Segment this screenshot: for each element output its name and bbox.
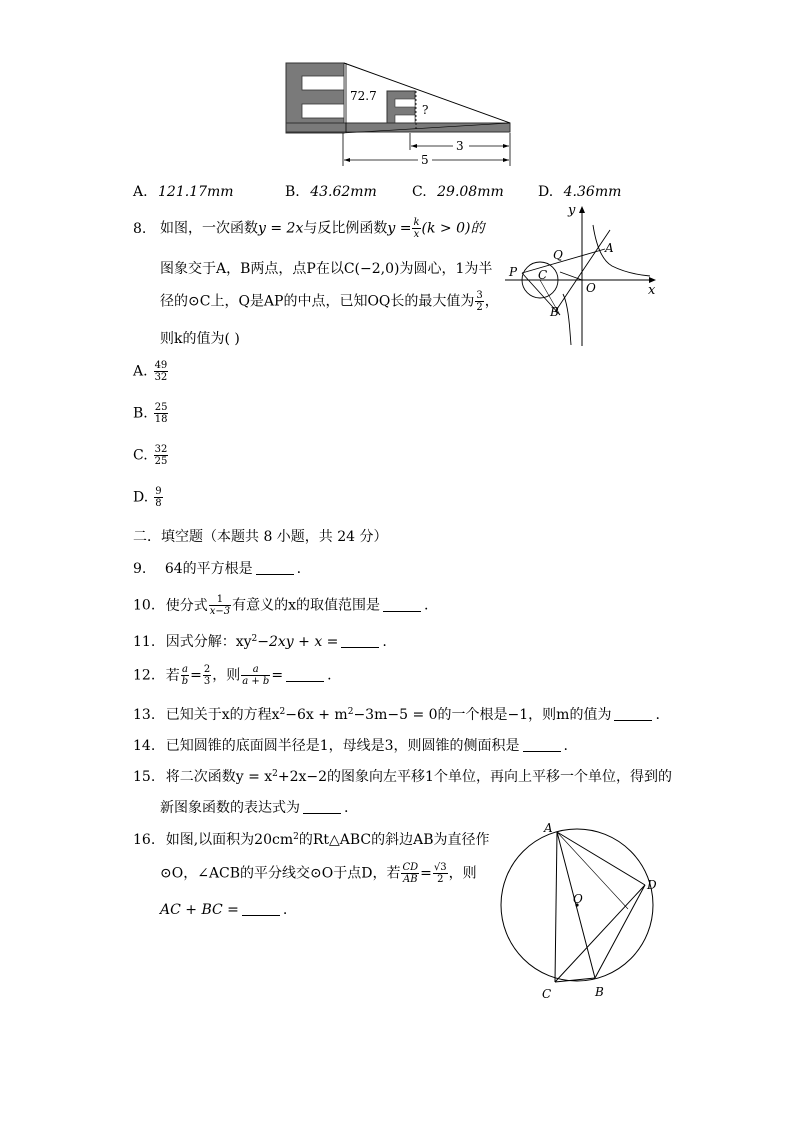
- option-letter: A.: [133, 184, 148, 200]
- q8-fig-y: y: [568, 203, 576, 218]
- q15-line-2: 新图象函数的表达式为 .: [160, 800, 349, 816]
- q8-fig-o: O: [586, 281, 596, 295]
- q8-text: 如图，一次函数: [160, 220, 258, 237]
- q8-option-b[interactable]: [133, 402, 169, 425]
- q8-fig-x: x: [648, 283, 656, 298]
- q16-figure: [495, 815, 670, 1005]
- q8-fig-c: C: [538, 268, 548, 282]
- question-number: 9.: [133, 561, 147, 577]
- answer-blank[interactable]: [614, 708, 652, 721]
- q8-option-a[interactable]: [133, 360, 169, 383]
- q7-label-height: 72.7: [350, 89, 377, 103]
- question-text: 已知关于x的方程x: [165, 707, 280, 723]
- question-number: 11.: [133, 634, 156, 650]
- q16: 16. 如图,以面积为$20cm^2$的Rt△ABC的斜边AB为直径作: [133, 832, 490, 848]
- q8-fraction: $\frac{3}{2}$: [476, 290, 483, 313]
- q8-figure: [500, 200, 670, 350]
- q8-fig-q: Q: [553, 248, 563, 262]
- q16-fraction: $\frac{CD}{AB}$: [402, 862, 419, 885]
- q11: 11. 因式分解：$xy^2-2xy + x$ = .: [133, 634, 387, 650]
- answer-blank[interactable]: [286, 669, 324, 682]
- q16-line-3: AC + BC = .: [160, 902, 288, 918]
- q8-line-2: 图象交于A，B两点，点P在以C(−2,0)为圆心，1为半: [160, 261, 493, 277]
- q16-line-2: ⊙O，∠ACB的平分线交⊙O于点D，若 $\frac{CD}{AB}$ = $\frac{√3}{2}$ ，则: [160, 862, 477, 885]
- q16-fig-c: C: [542, 987, 552, 1001]
- question-number: 16.: [133, 832, 156, 848]
- q7-option-a[interactable]: [133, 184, 234, 200]
- option-letter: B.: [285, 184, 300, 200]
- q8-fig-p: P: [509, 265, 518, 279]
- answer-blank[interactable]: [242, 903, 280, 916]
- q8-math: y = 2x: [258, 220, 304, 237]
- q16-fig-o: O: [573, 892, 583, 906]
- section-heading: 二．填空题（本题共 8 小题，共 24 分）: [133, 529, 388, 545]
- q8-option-d[interactable]: [133, 486, 164, 509]
- question-text: 若: [165, 667, 180, 684]
- question-text: 有意义的x的取值范围是: [232, 597, 381, 614]
- q8-math: y =: [387, 220, 412, 237]
- q10: 10. 使分式 $\frac{1}{x-3}$ 有意义的x的取值范围是 .: [133, 594, 429, 617]
- q12-fraction: $\frac{2}{3}$: [203, 664, 211, 687]
- option-text: 29.08mm: [437, 184, 504, 200]
- q9: 9. 64的平方根是 .: [133, 561, 302, 577]
- option-letter: B.: [133, 405, 148, 422]
- q12-fraction: $\frac{a}{b}$: [181, 664, 189, 687]
- option-text: 121.17mm: [158, 184, 234, 200]
- q16-fraction: $\frac{√3}{2}$: [433, 862, 447, 885]
- question-text: 使分式: [165, 597, 208, 614]
- q13: 13. 已知关于x的方程$x^2-6x + m^2-3m-5 = 0$的一个根是−1，则m的值为 .: [133, 707, 660, 723]
- question-number: 10.: [133, 597, 156, 614]
- q8-math: (k > 0)的: [421, 220, 485, 237]
- q8-fig-b: B: [550, 305, 559, 319]
- question-text: 将二次函数y = x: [165, 769, 273, 785]
- q10-fraction: $\frac{1}{x-3}$: [209, 594, 231, 617]
- question-text: 新图象函数的表达式为: [160, 800, 300, 816]
- question-text: 如图,以面积为20cm: [165, 832, 294, 848]
- q8-text: 径的⊙C上，Q是AP的中点，已知OQ长的最大值为: [160, 293, 475, 310]
- answer-blank[interactable]: [256, 562, 294, 575]
- option-letter: C.: [133, 447, 148, 464]
- option-text: 4.36mm: [563, 184, 622, 200]
- option-text: 43.62mm: [310, 184, 377, 200]
- option-letter: A.: [133, 363, 148, 380]
- question-text: 64的平方根是: [164, 561, 253, 577]
- q8-option-c[interactable]: [133, 444, 169, 467]
- q8-fraction: $\frac{k}{x}$: [413, 217, 420, 240]
- q15: 15. 将二次函数$y = x^2+2x-2$的图象向左平移1个单位，再向上平移一个单位，得到的: [133, 769, 672, 785]
- answer-blank[interactable]: [341, 635, 379, 648]
- question-text: 因式分解：xy: [165, 634, 252, 650]
- q8-text: ，: [484, 293, 499, 310]
- q16-fig-d: D: [647, 878, 657, 892]
- question-number: 14.: [133, 738, 156, 754]
- q7-option-b[interactable]: [285, 184, 377, 200]
- q7-figure: [280, 58, 520, 170]
- option-fraction: $\frac{49}{32}$: [154, 360, 168, 383]
- option-fraction: $\frac{9}{8}$: [155, 486, 162, 509]
- option-fraction: $\frac{32}{25}$: [154, 444, 168, 467]
- option-letter: C.: [412, 184, 427, 200]
- q12: 12. 若 $\frac{a}{b}$ = $\frac{2}{3}$ ，则 $\frac{a}{a + b}$ = .: [133, 664, 332, 687]
- q7-option-d[interactable]: [538, 184, 621, 200]
- answer-blank[interactable]: [523, 739, 561, 752]
- question-number: 13.: [133, 707, 156, 723]
- question-text: 已知圆锥的底面圆半径是1，母线是3，则圆锥的侧面积是: [165, 738, 520, 754]
- q7-label-three: 3: [456, 139, 464, 153]
- q8-number: 8.: [133, 221, 147, 237]
- question-number: 12.: [133, 667, 156, 684]
- q14: 14. 已知圆锥的底面圆半径是1，母线是3，则圆锥的侧面积是 .: [133, 738, 568, 754]
- q8-line-4: 则k的值为( ): [160, 331, 240, 347]
- q7-label-five: 5: [421, 153, 429, 167]
- q8-line-3: [160, 290, 499, 313]
- q12-fraction: $\frac{a}{a + b}$: [242, 664, 270, 687]
- q8-text: 与反比例函数: [303, 220, 388, 237]
- question-math: −2xy + x =: [257, 634, 339, 650]
- q7-label-unknown: ?: [422, 103, 429, 117]
- q8-fig-a: A: [605, 241, 614, 255]
- option-fraction: $\frac{25}{18}$: [154, 402, 168, 425]
- question-text: ⊙O，∠ACB的平分线交⊙O于点D，若: [160, 865, 401, 882]
- q16-fig-b: B: [595, 985, 604, 999]
- option-letter: D.: [133, 489, 149, 506]
- q16-fig-a: A: [544, 821, 553, 835]
- q7-option-c[interactable]: [412, 184, 504, 200]
- option-letter: D.: [538, 184, 554, 200]
- question-math: AC + BC =: [160, 902, 239, 918]
- answer-blank[interactable]: [383, 599, 421, 612]
- answer-blank[interactable]: [303, 801, 341, 814]
- question-number: 15.: [133, 769, 156, 785]
- q8-line-1: [160, 217, 484, 240]
